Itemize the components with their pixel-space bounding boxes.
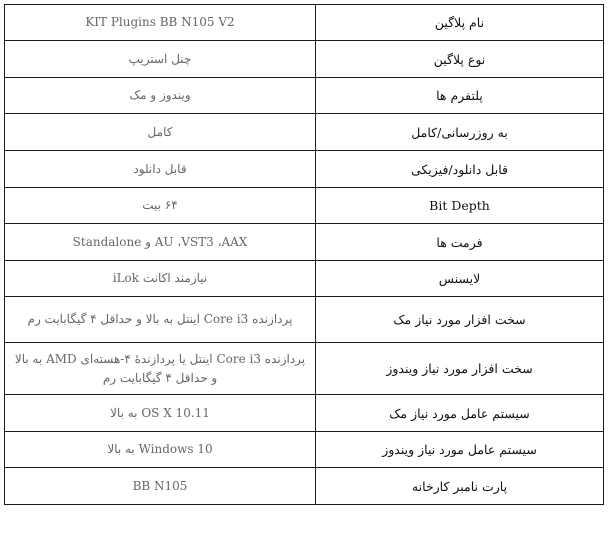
table-row <box>5 343 604 395</box>
row-value-download-physical: قابل دانلود <box>5 151 316 188</box>
table-row <box>5 468 604 505</box>
table-row <box>5 395 604 432</box>
table-row <box>5 432 604 468</box>
table-row <box>5 224 604 261</box>
table-row <box>5 78 604 114</box>
row-value-mac-os: OS X 10.11 به بالا <box>5 395 316 432</box>
row-value-part-number: BB N105 <box>5 468 316 505</box>
row-label-windows-hardware: سخت افزار مورد نیاز ویندوز <box>316 343 604 395</box>
table-row <box>5 261 604 297</box>
row-label-plugin-name: نام پلاگین <box>316 5 604 41</box>
row-label-part-number: پارت نامبر کارخانه <box>316 468 604 505</box>
row-value-bit-depth: ۶۴ بیت <box>5 188 316 224</box>
row-label-license: لایسنس <box>316 261 604 297</box>
row-label-plugin-type: نوع پلاگین <box>316 41 604 78</box>
row-label-update-full: به روزرسانی/کامل <box>316 114 604 151</box>
row-value-platforms: ویندوز و مک <box>5 78 316 114</box>
row-value-windows-os: Windows 10 به بالا <box>5 432 316 468</box>
row-value-plugin-type: چنل استریپ <box>5 41 316 78</box>
row-value-formats: AU ،VST3 ،AAX و Standalone <box>5 224 316 261</box>
row-label-download-physical: قابل دانلود/فیزیکی <box>316 151 604 188</box>
row-value-mac-hardware: پردازنده Core i3 اینتل به بالا و حداقل ۴ گیگابایت رم <box>5 297 316 343</box>
row-label-mac-os: سیستم عامل مورد نیاز مک <box>316 395 604 432</box>
row-label-formats: فرمت ها <box>316 224 604 261</box>
table-row <box>5 114 604 151</box>
table-row <box>5 5 604 41</box>
row-label-platforms: پلتفرم ها <box>316 78 604 114</box>
row-label-bit-depth: Bit Depth <box>316 188 604 224</box>
table-row <box>5 188 604 224</box>
table-row <box>5 151 604 188</box>
table-row <box>5 41 604 78</box>
row-value-plugin-name: KIT Plugins BB N105 V2 <box>5 5 316 41</box>
row-value-update-full: کامل <box>5 114 316 151</box>
row-label-windows-os: سیستم عامل مورد نیاز ویندوز <box>316 432 604 468</box>
row-value-windows-hardware: پردازنده Core i3 اینتل یا پردازندهٔ ۴-هسته‌ای AMD به بالا و حداقل ۴ گیگابایت رم <box>5 343 316 395</box>
row-value-license: نیازمند اکانت iLok <box>5 261 316 297</box>
table-row <box>5 297 604 343</box>
row-label-mac-hardware: سخت افزار مورد نیاز مک <box>316 297 604 343</box>
spec-table <box>4 4 604 505</box>
